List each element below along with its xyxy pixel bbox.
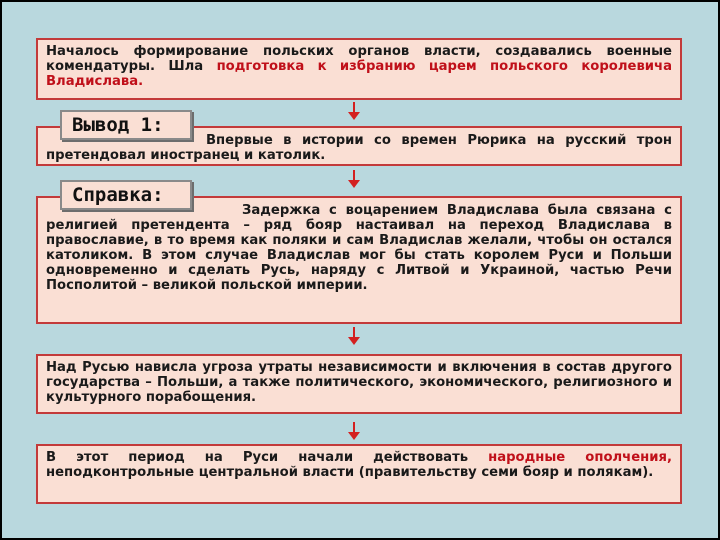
conclusion-label: Вывод 1: (60, 110, 192, 140)
threat-text: Над Русью нависла угроза утраты независимости и включения в состав другого государства – Польши, а также политического, экономического, религиозного и культурного порабощения. (46, 360, 672, 405)
note-text: Задержка с воцарением Владислава была связана с религией претендента – ряд бояр настаивал на переход Владислава в православие, в то время как поляки и сам Владислав желали, чтобы он остался католиком. В этом случае Владислав мог бы стать королем Руси и Польши одновременно и сделать Русь, наряду с Литвой и Украиной, частью Речи Посполитой – великой польской империи. (46, 203, 672, 293)
militia-text-tail: неподконтрольные центральной власти (правительству семи бояр и полякам). (46, 465, 654, 480)
info-box-polish-authorities (36, 38, 682, 100)
down-arrow-icon (348, 102, 360, 120)
militia-text: В этот период на Руси начали действовать (46, 450, 489, 465)
conclusion-text: Впервые в истории со времен Рюрика на русский трон претендовал иностранец и католик. (46, 133, 672, 163)
threat-box (36, 354, 682, 414)
box-text: Началось формирование польских органов власти, создавались военные комендатуры. Шла (46, 44, 672, 74)
militia-box (36, 444, 682, 504)
down-arrow-icon (348, 422, 360, 440)
note-box (36, 196, 682, 324)
highlighted-text: народные ополчения, (488, 450, 672, 465)
note-label: Справка: (60, 180, 192, 210)
down-arrow-icon (348, 327, 360, 345)
down-arrow-icon (348, 170, 360, 188)
highlighted-text: подготовка к избранию царем польского королевича Владислава. (46, 59, 672, 89)
